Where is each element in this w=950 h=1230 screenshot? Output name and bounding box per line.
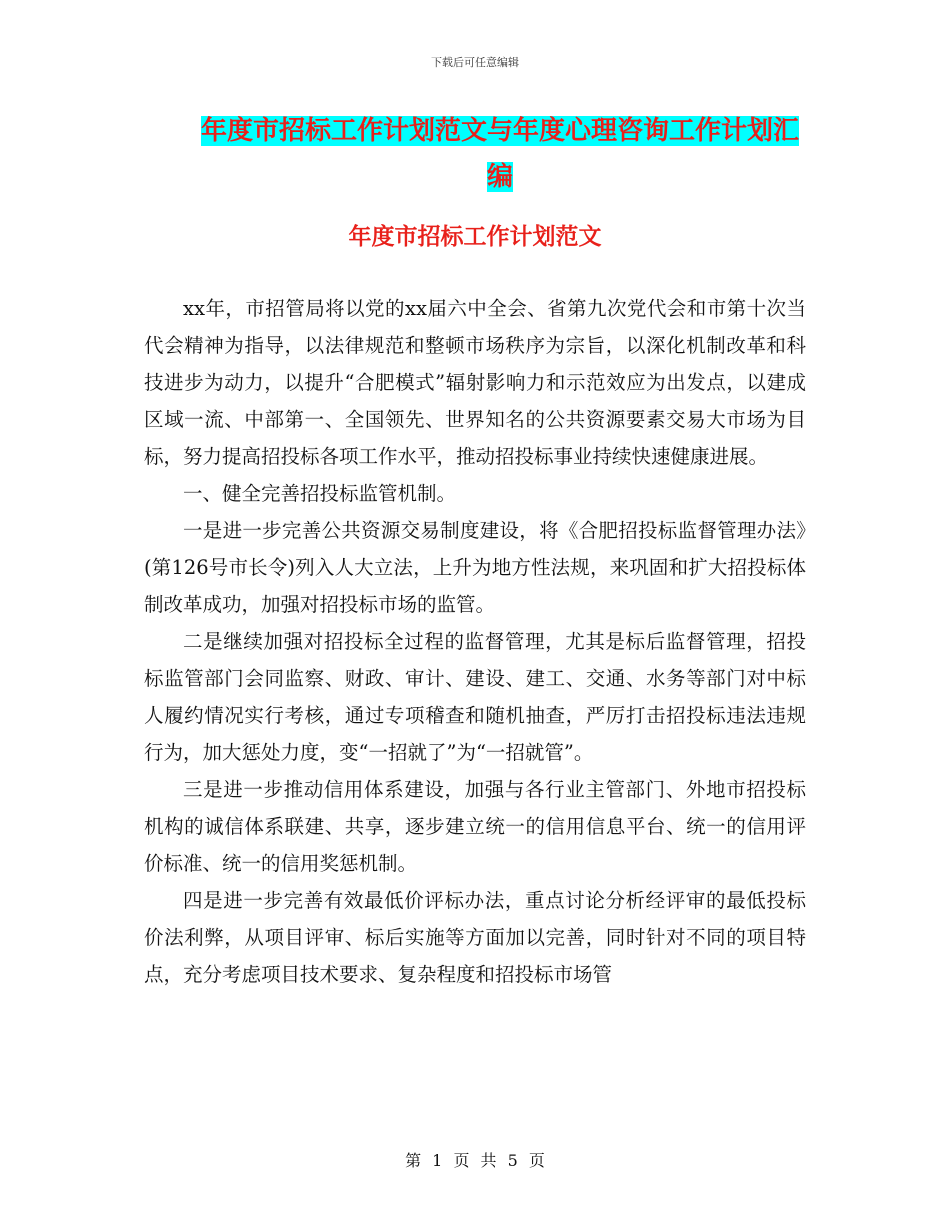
paragraph: 四是进一步完善有效最低价评标办法，重点讨论分析经评审的最低投标价法利弊，从项目评审、标后实施等方面加以完善，同时针对不同的项目特点，充分考虑项目技术要求、复杂程度和招投标市场管 bbox=[144, 889, 806, 986]
section-title: 年度市招标工作计划范文 bbox=[348, 224, 602, 250]
paragraph: 一是进一步完善公共资源交易制度建设，将《合肥招投标监督管理办法》(第126号市长令)列入人大立法，上升为地方性法规，来巩固和扩大招投标体制改革成功，加强对招投标市场的监管。 bbox=[144, 519, 806, 616]
paragraph: 一、健全完善招投标监管机制。 bbox=[183, 482, 457, 505]
page-header-note: 下载后可任意编辑 bbox=[431, 56, 519, 69]
document-body bbox=[144, 290, 806, 993]
paragraph: 三是进一步推动信用体系建设，加强与各行业主管部门、外地市招投标机构的诚信体系联建、共享，逐步建立统一的信用信息平台、统一的信用评价标准、统一的信用奖惩机制。 bbox=[144, 778, 806, 875]
paragraph: 二是继续加强对招投标全过程的监督管理，尤其是标后监督管理，招投标监管部门会同监察、财政、审计、建设、建工、交通、水务等部门对中标人履约情况实行考核，通过专项稽查和随机抽查，严厉打击招投标违法违规行为，加大惩处力度，变“一招就了”为“一招就管”。 bbox=[144, 630, 806, 764]
document-title-text: 年度市招标工作计划范文与年度心理咨询工作计划汇编 bbox=[200, 116, 799, 192]
document-title bbox=[195, 108, 805, 200]
page-number: 第 1 页 共 5 页 bbox=[405, 1151, 545, 1170]
paragraph: xx年，市招管局将以党的xx届六中全会、省第九次党代会和市第十次当代会精神为指导，以法律规范和整顿市场秩序为宗旨，以深化机制改革和科技进步为动力，以提升“合肥模式”辐射影响力和示范效应为出发点，以建成区域一流、中部第一、全国领先、世界知名的公共资源要素交易大市场为目标，努力提高招投标各项工作水平，推动招投标事业持续快速健康进展。 bbox=[144, 297, 806, 468]
